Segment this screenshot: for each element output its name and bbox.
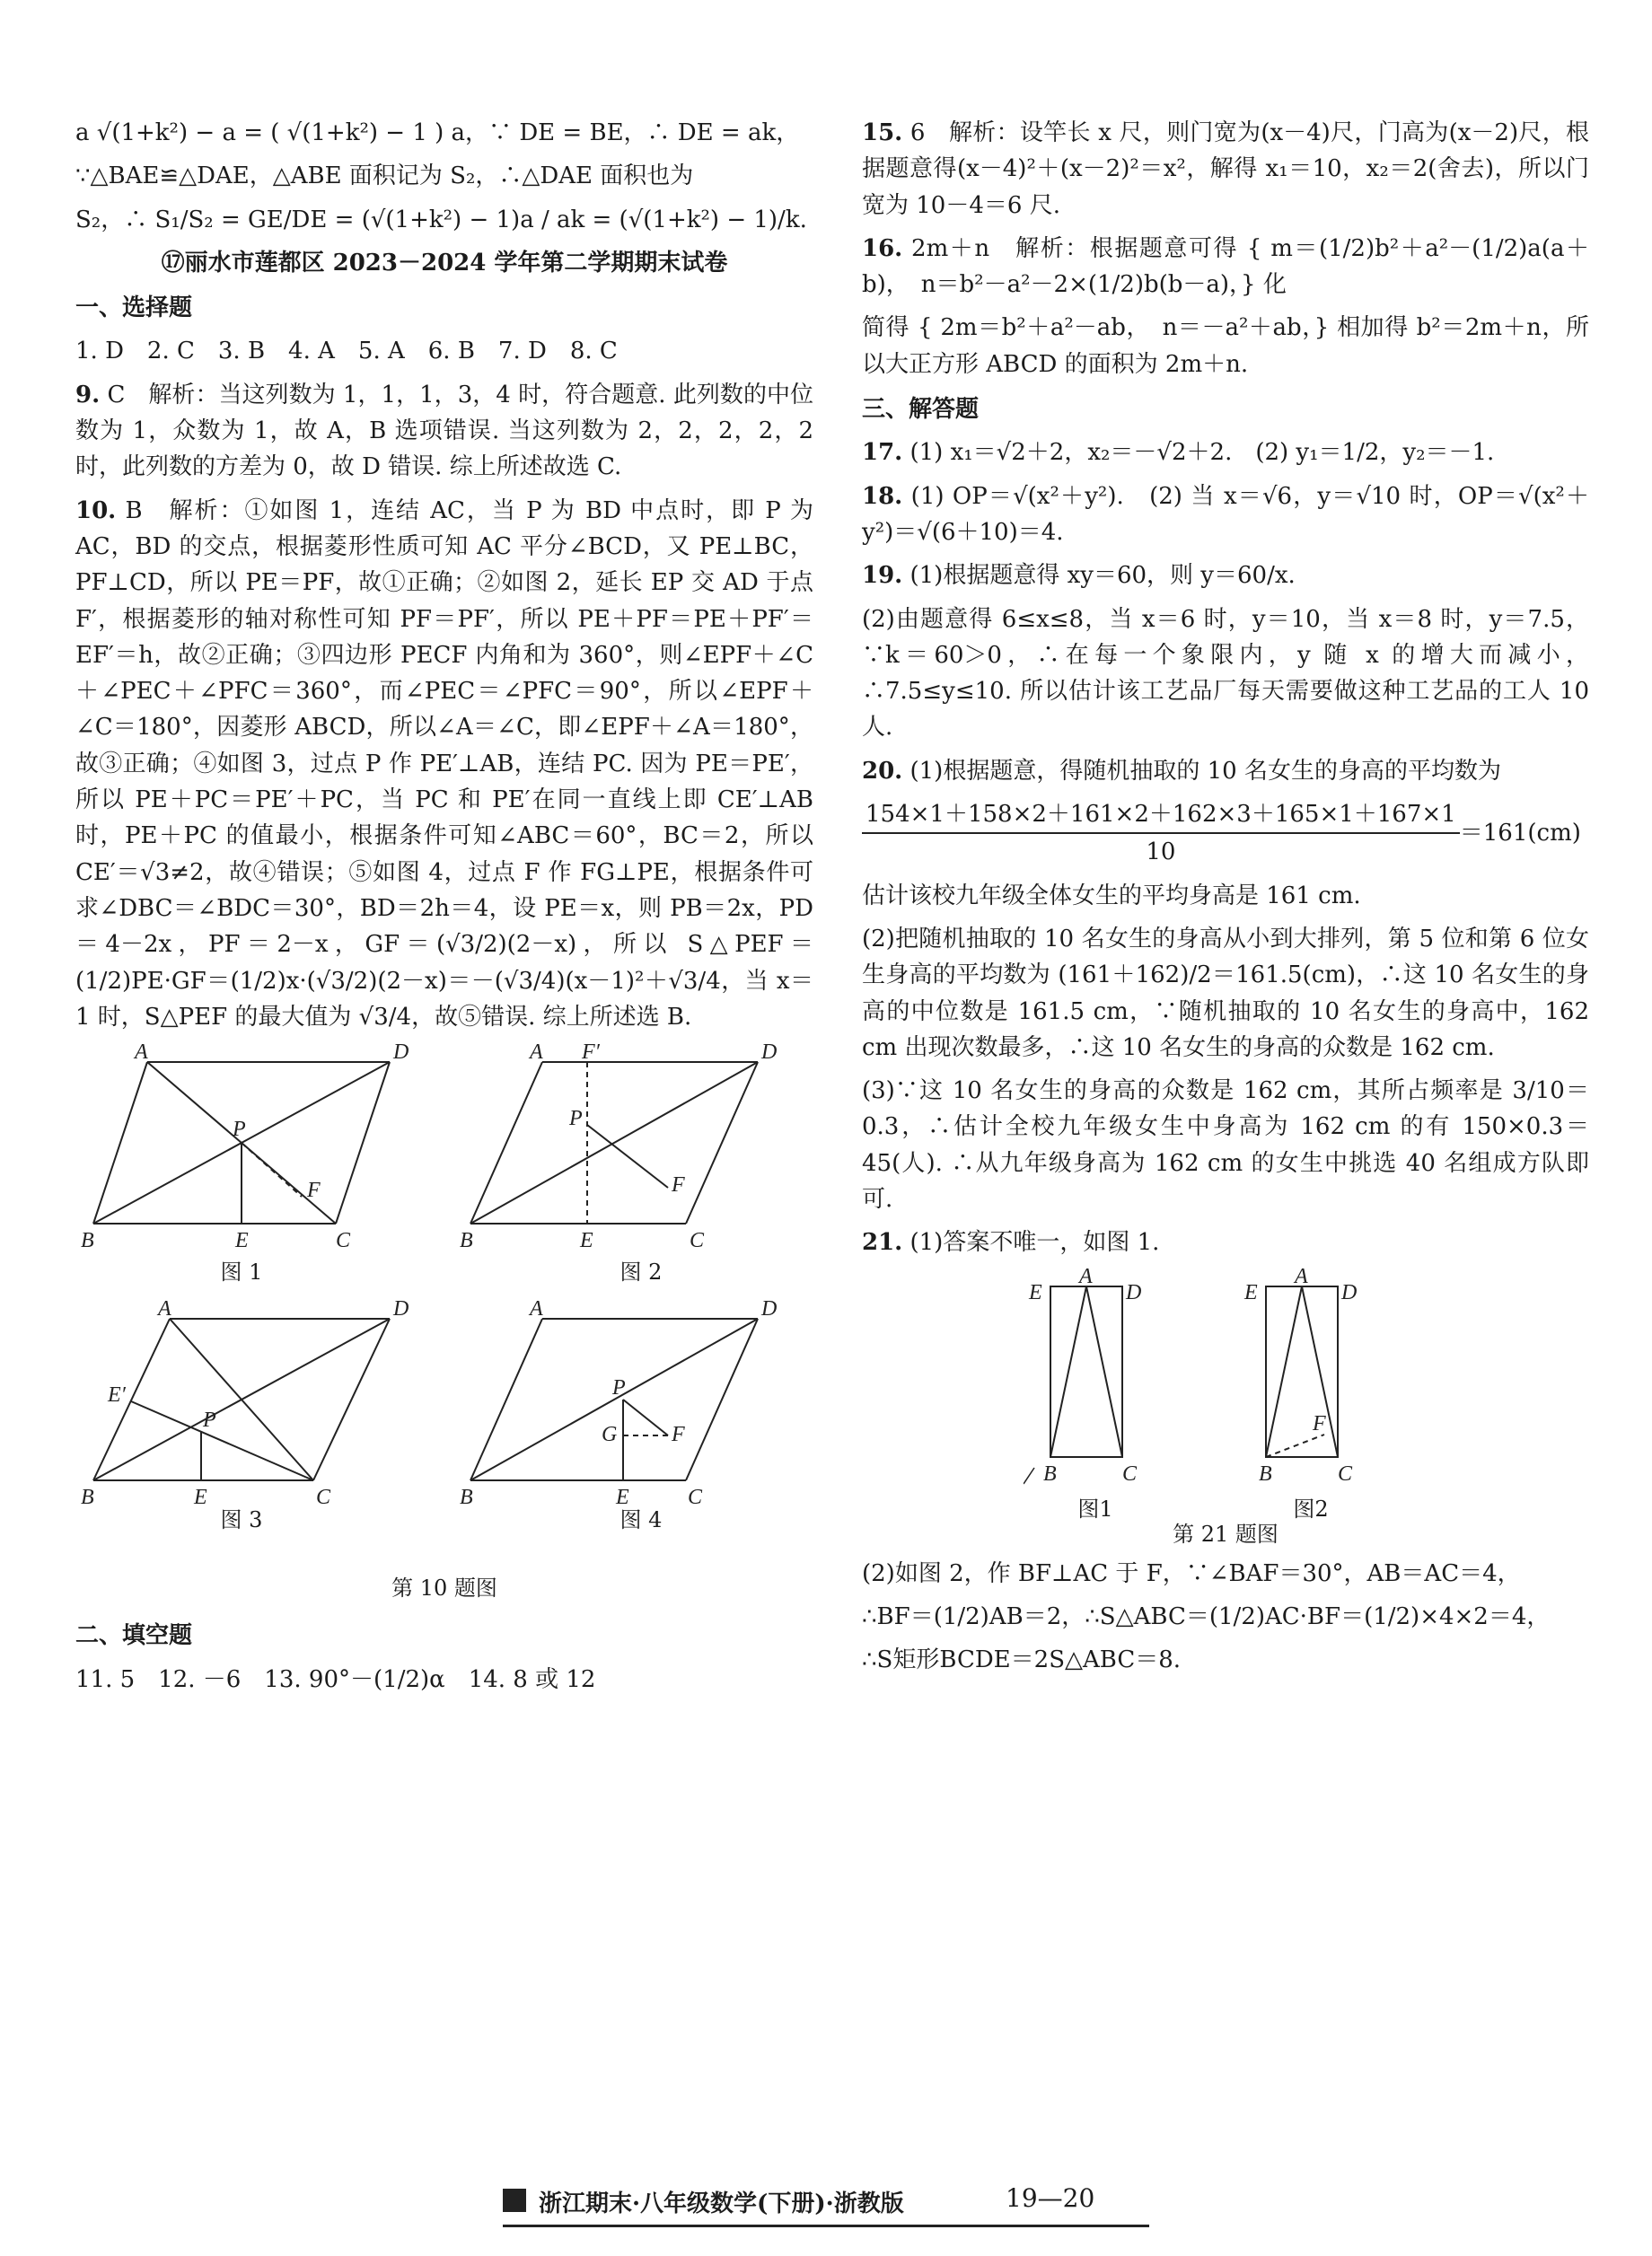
question-text: (1) x₁＝√2＋2，x₂＝－√2＋2. (2) y₁＝1/2，y₂＝－1. (909, 439, 1495, 467)
figure-caption: 图 2 (620, 1260, 663, 1286)
question-text: C 解析：当这列数为 1，1，1，3，4 时，符合题意. 此列数的中位数为 1，众数为 1，故 A，B 选项错误. 当这列数为 2，2，2，2，2 时，此列数的方差为 0，故 D 错误. 综上所述故选 C. (75, 381, 813, 481)
vertex-label: D (393, 1044, 409, 1065)
vertex-label: E (616, 1486, 629, 1510)
figure-title: 第 21 题图 (1173, 1521, 1279, 1547)
vertex-label: D (1341, 1280, 1358, 1304)
question-number: 18. (862, 482, 903, 510)
vertex-label: E (194, 1486, 207, 1510)
footer-square-icon (503, 2189, 526, 2212)
figure-caption: 图2 (1293, 1496, 1329, 1522)
figure-21 (862, 1268, 1589, 1556)
footer-title: 浙江期末·八年级数学(下册)·浙教版 (539, 2190, 904, 2217)
vertex-label: A (1079, 1268, 1093, 1288)
fraction-denominator: 10 (1146, 838, 1176, 866)
exam-title: ⑰丽水市莲都区 2023－2024 学年第二学期期末试卷 (161, 249, 728, 277)
section-heading: 三、解答题 (862, 396, 980, 424)
vertex-label: B (81, 1486, 94, 1510)
vertex-label: C (336, 1229, 351, 1253)
question-19 (862, 557, 1589, 593)
text-line: ∴BF＝(1/2)AB＝2，∴S△ABC＝(1/2)AC·BF＝(1/2)×4×2＝4， (862, 1602, 1551, 1630)
figure-caption: 图1 (1077, 1496, 1113, 1522)
question-18 (862, 478, 1589, 551)
question-number: 15. (862, 119, 903, 146)
vertex-label: C (1122, 1462, 1138, 1486)
vertex-label: A (530, 1044, 543, 1065)
vertex-label: G (602, 1423, 618, 1447)
vertex-label: E (580, 1229, 593, 1253)
vertex-label: A (530, 1301, 543, 1321)
vertex-label: P (612, 1376, 626, 1400)
question-15 (862, 115, 1589, 224)
figure-caption: 图 3 (220, 1507, 263, 1533)
vertex-label: F (672, 1423, 685, 1447)
vertex-label: D (761, 1044, 778, 1065)
vertex-label: B (460, 1229, 473, 1253)
vertex-label: A (1295, 1268, 1308, 1288)
vertex-label: P (569, 1107, 583, 1131)
figure-2-diagram (453, 1044, 812, 1286)
vertex-label: C (690, 1229, 705, 1253)
text-line: a √(1+k²) − a = ( √(1+k²) − 1 ) a，∵ DE = BE，∴ DE = ak， (75, 119, 800, 146)
vertex-label: E (1244, 1280, 1258, 1304)
question-20 (862, 753, 1589, 789)
question-21 (862, 1225, 1589, 1260)
right-column (862, 115, 1589, 1686)
question-number: 10. (75, 496, 117, 524)
text-line: (3)∵这 10 名女生的身高的众数是 162 cm，其所占频率是 3/10＝0.3，∴估计全校九年级女生中身高为 162 cm 的有 150×0.3＝45(人). ∴从九年级身高为 162 cm 的女生中挑选 40 名组成方队即可. (862, 1077, 1589, 1214)
vertex-label: B (1043, 1462, 1057, 1486)
vertex-label: D (393, 1301, 409, 1321)
text-line: (2)如图 2，作 BF⊥AC 于 F，∵∠BAF＝30°，AB＝AC＝4， (862, 1559, 1521, 1587)
question-number: 21. (862, 1229, 903, 1257)
question-text: 6 解析：设竿长 x 尺，则门宽为(x－4)尺，门高为(x－2)尺，根据题意得(x－4)²＋(x－2)²＝x²，解得 x₁＝10，x₂＝2(舍去)，所以门宽为 10－4＝6 尺. (862, 119, 1589, 219)
vertex-label: A (158, 1301, 171, 1321)
question-17 (862, 435, 1589, 470)
question-text: (1)答案不唯一，如图 1. (909, 1229, 1160, 1257)
vertex-label: E (235, 1229, 249, 1253)
page-number: 19—20 (1006, 2183, 1095, 2213)
vertex-label: C (316, 1486, 331, 1510)
question-text: B 解析：①如图 1，连结 AC，当 P 为 BD 中点时，即 P 为 AC，BD 的交点，根据菱形性质可知 AC 平分∠BCD，又 PE⊥BC，PF⊥CD，所以 PE＝PF，故①正确；②如图 2，延长 EP 交 AD 于点 F′，根据菱形的轴对称性可知 PF＝PF′，所以 PE＋PF＝PE＋PF′＝EF′＝h，故②正确；③四边形 PECF 内角和为 360°，则∠EPF＋∠C＋∠PEC＋∠PFC＝360°，而∠PEC＝∠PFC＝90°，所以∠EPF＋∠C＝180°，因菱形 ABCD，所以∠A＝∠C，即∠EPF＋∠A＝180°，故③正确；④如图 3，过点 P 作 PE′⊥AB，连结 PC. 因为 PE＝PE′，所以 PE＋PC＝PE′＋PC，当 PC 和 PE′在同一直线上即 CE′⊥AB 时，PE＋PC 的值最小，根据条件可知∠ABC＝60°，BC＝2，所以 CE′＝√3≠2，故④错误；⑤如图 4，过点 F 作 FG⊥PE，根据条件可求∠DBC＝∠BDC＝30°，BD＝2h＝4，设 PE＝x，则 PB＝2x，PD＝4－2x，PF＝2－x，GF＝(√3/2)(2－x)，所以 S△PEF＝(1/2)PE·GF＝(1/2)x·(√3/2)(2－x)＝－(√3/4)(x－1)²＋√3/4，当 x＝1 时，S△PEF 的最大值为 √3/4，故⑤错误. 综上所述选 B. (75, 496, 813, 1031)
question-number: 19. (862, 562, 903, 590)
vertex-label: B (460, 1486, 473, 1510)
vertex-label: B (81, 1229, 94, 1253)
figure-1-diagram (75, 1044, 435, 1286)
figure-4-diagram (453, 1301, 812, 1534)
text-line: (2)把随机抽取的 10 名女生的身高从小到大排列，第 5 位和第 6 位女生身高的平均数为 (161＋162)/2＝161.5(cm)，∴这 10 名女生的身高的中位数是 161.5 cm，∵随机抽取的 10 名女生的身高中，162 cm 出现次数最多，∴这 10 名女生的身高的众数是 162 cm. (862, 925, 1589, 1061)
text-line: ∵△BAE≌△DAE，△ABE 面积记为 S₂，∴△DAE 面积也为 (75, 162, 694, 190)
fraction-numerator: 154×1＋158×2＋161×2＋162×3＋165×1＋167×1 (862, 796, 1460, 834)
mean-formula (862, 796, 1589, 871)
vertex-label: E′ (108, 1383, 126, 1408)
question-10 (75, 493, 813, 1035)
choice-answers: 1. D 2. C 3. B 4. A 5. A 6. B 7. D 8. C (75, 338, 618, 365)
vertex-label: D (761, 1301, 778, 1321)
page-footer (503, 2180, 1149, 2234)
left-column (75, 115, 813, 1705)
text-line: 估计该校九年级全体女生的平均身高是 161 cm. (862, 882, 1361, 909)
section-heading: 一、选择题 (75, 294, 193, 322)
question-text: 2m＋n 解析：根据题意可得 { m＝(1/2)b²＋a²－(1/2)a(a＋b)， n＝b²－a²－2×(1/2)b(b－a)，} 化 (862, 234, 1589, 299)
question-text: (1)根据题意得 xy＝60，则 y＝60/x. (909, 562, 1296, 590)
figure-21-diagram (1024, 1268, 1419, 1502)
text-line: (2)由题意得 6≤x≤8，当 x＝6 时，y＝10，当 x＝8 时，y＝7.5，∵k＝60＞0，∴在每一个象限内，y 随 x 的增大而减小，∴7.5≤y≤10. 所以估计该工艺品厂每天需要做这种工艺品的工人 10 人. (862, 605, 1589, 742)
question-text: (1)根据题意，得随机抽取的 10 名女生的身高的平均数为 (909, 757, 1501, 785)
vertex-label: B (1259, 1462, 1272, 1486)
vertex-label: C (1338, 1462, 1353, 1486)
figure-title: 第 10 题图 (391, 1576, 497, 1602)
question-16 (862, 231, 1589, 303)
vertex-label: F (307, 1179, 321, 1203)
vertex-label: P (203, 1409, 216, 1433)
question-number: 20. (862, 757, 903, 785)
question-text: (1) OP＝√(x²＋y²). (2) 当 x＝√6，y＝√10 时，OP＝√(x²＋y²)＝√(6＋10)＝4. (862, 482, 1590, 546)
vertex-label: D (1126, 1280, 1142, 1304)
question-number: 17. (862, 439, 903, 467)
vertex-label: F (672, 1173, 685, 1198)
vertex-label: F (1313, 1411, 1326, 1435)
vertex-label: F′ (582, 1044, 600, 1065)
footer-rule (503, 2225, 1149, 2227)
text-line: S₂，∴ S₁/S₂ = GE/DE = (√(1+k²) − 1)a / ak = (√(1+k²) − 1)/k. (75, 206, 807, 233)
vertex-label: A (135, 1044, 148, 1065)
question-number: 16. (862, 234, 903, 262)
fill-answers: 11. 5 12. －6 13. 90°－(1/2)α 14. 8 或 12 (75, 1665, 596, 1693)
formula-result: ＝161(cm) (1459, 820, 1581, 847)
question-number: 9. (75, 381, 101, 408)
figure-3-diagram (75, 1301, 435, 1534)
vertex-label: C (688, 1486, 703, 1510)
text-line: ∴S矩形BCDE＝2S△ABC＝8. (862, 1646, 1182, 1674)
vertex-label: P (233, 1118, 246, 1142)
figure-caption: 图 1 (220, 1260, 263, 1286)
question-9 (75, 377, 813, 486)
figure-caption: 图 4 (620, 1507, 663, 1533)
vertex-label: E (1029, 1280, 1042, 1304)
text-line: 简得 { 2m＝b²＋a²－ab， n＝－a²＋ab，} 相加得 b²＝2m＋n，所以大正方形 ABCD 的面积为 2m＋n. (862, 314, 1589, 378)
section-heading: 二、填空题 (75, 1622, 193, 1650)
figure-10-grid (75, 1044, 813, 1565)
